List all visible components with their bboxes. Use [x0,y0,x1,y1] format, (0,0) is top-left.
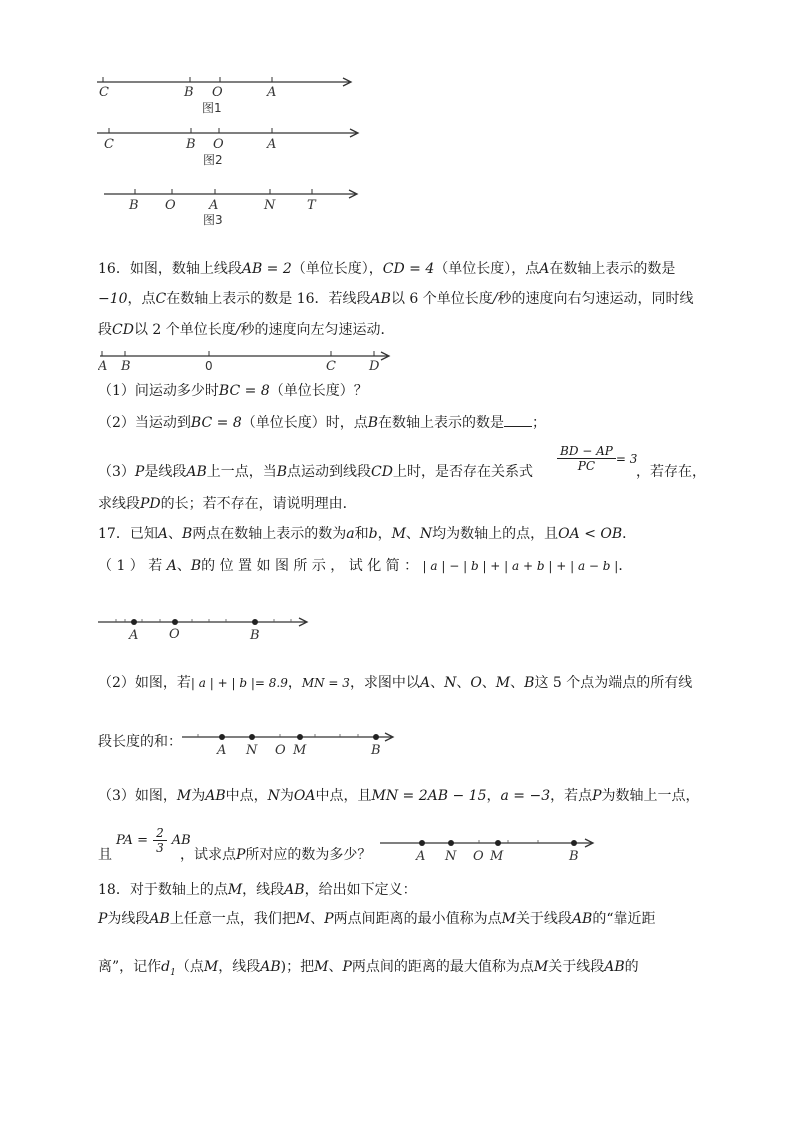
label-A: A [129,628,139,642]
text: 中点， [225,788,268,804]
text: 在数轴上表示的数是 [378,415,505,431]
label-B: B [184,85,194,100]
text: ，试求点 [180,847,236,863]
math: AB [370,291,391,307]
q16-part-1 [98,381,720,401]
math: A [166,558,177,574]
text: 以 6 个单位长度 [390,291,493,307]
text: ， [377,526,392,542]
q18-line-3 [98,957,720,983]
text: 所对应的数为多少？ [245,847,372,863]
text: 上时，是否存在关系式 [392,464,533,480]
q18-line-2 [98,909,720,929]
math: C [155,291,167,307]
math: M [227,882,243,898]
text: 是线段 [144,464,187,480]
label-A: A [217,743,227,758]
math: P [592,788,602,804]
text: 两点在数轴上表示的数为 [192,526,347,542]
math: / [235,322,241,338]
q17-part-2 [98,673,720,693]
math: a = −3 [500,788,551,804]
q16-number-line [98,348,398,374]
text: 上任意一点，我们把 [169,911,296,927]
text: 中点，且 [315,788,372,804]
q17-line-1 [98,524,720,544]
q16-part-3-line-2 [98,494,720,514]
text: （ 1 ） 若 [98,558,163,574]
text: ，给出如下定义： [304,882,417,898]
text: 秒的速度向右匀速运动，同时线 [497,291,694,307]
math: AB [260,959,281,975]
label-D: D [369,359,380,374]
label-O: O [212,85,223,100]
text: 的 位 置 如 图 所 示 ， 试 化 简 ： [201,558,419,574]
q16-part-3-cont [636,462,706,482]
label-B: B [250,628,260,642]
math: a [346,526,355,542]
label-A: A [98,359,108,374]
text: 、 [430,675,445,691]
math: M [295,911,311,927]
text: 17．已知 [98,526,158,542]
label-C: C [326,359,336,374]
label-T: T [307,198,316,213]
q17-figure-3 [378,833,602,865]
math: N [419,526,433,542]
fraction [557,444,616,473]
label-O: O [213,137,224,152]
q16-line-1 [98,259,720,279]
math: CD [112,322,134,338]
text: 两点间的距离的最大值称为点 [351,959,534,975]
label-B: B [186,137,196,152]
label-B: B [569,849,579,864]
math: B [190,558,202,574]
text: ，点 [127,291,156,307]
text: ，求图中以 [349,675,420,691]
math: PA = [116,833,148,848]
label-N: N [264,198,276,213]
math: P [134,464,145,480]
q17-part-1 [98,556,720,576]
math: B [524,675,535,691]
math: BC = 8 [190,415,242,431]
text: （2）如图，若 [98,675,191,691]
text: )；把 [280,959,315,975]
q17-part-3 [98,786,720,806]
text: 关于线段 [548,959,605,975]
text: 点运动到线段 [287,464,372,480]
text: ，线段 [242,882,285,898]
text: 为 [279,788,294,804]
text: ，线段 [218,959,261,975]
math: d [161,959,171,975]
text: 这 5 个点为端点的所有线 [534,675,693,691]
math: O [470,675,482,691]
math: M [533,959,549,975]
text: ； [532,415,547,431]
numerator: 2 [153,826,167,841]
math: M [203,959,219,975]
math: CD [371,464,393,480]
text: 、 [510,675,525,691]
text: （单位长度）， [291,261,383,277]
math: −10 [98,291,128,307]
math: MN = 3 [301,676,350,690]
text: ，若存在， [636,464,706,480]
math: b [368,526,378,542]
q16-line-2 [98,289,720,309]
math: B [181,526,193,542]
label-O: O [165,198,176,213]
math: | a | − | b | + | a + b | + | a − b | [422,559,619,573]
math: MN = 2AB − 15 [371,788,487,804]
text: 离”，记作 [98,959,162,975]
text: 关于线段 [515,911,572,927]
text: 、 [310,911,325,927]
label-A: A [267,137,277,152]
math: P [98,911,108,927]
label-B: B [129,198,139,213]
math: AB [149,911,170,927]
figure-caption: 图1 [202,101,222,115]
label-O: O [275,743,286,758]
text: 均为数轴上的点，且 [432,526,559,542]
figure-caption: 图3 [203,213,223,227]
q16-part-2 [98,413,720,433]
math: BC = 8 [218,383,270,399]
text: 在数轴上表示的数是 16．若线段 [166,291,371,307]
text: 、 [405,526,420,542]
text: 秒的速度向左匀速运动． [240,322,395,338]
math: AB [284,882,305,898]
math: B [367,415,379,431]
text: 为数轴上一点， [601,788,700,804]
text: ，若点 [550,788,593,804]
label-C: C [99,85,109,100]
text: 和 [354,526,369,542]
text: 的长；若不存在，请说明理由． [160,496,357,512]
text: 、 [456,675,471,691]
text: 的“靠近距 [592,911,656,927]
math: AB [205,788,226,804]
q17-part-3-line-2b [180,845,371,865]
text: 段 [98,322,112,338]
subscript: 1 [170,967,176,978]
math: M [176,788,192,804]
math: AB = 2 [241,261,292,277]
text: ， [486,788,501,804]
text: （单位长度）时，点 [241,415,368,431]
text: （单位长度），点 [434,261,540,277]
q17-figure-1 [96,612,316,642]
text: （2）当运动到 [98,415,191,431]
math: M [314,959,329,975]
figure-3-number-line [102,184,372,230]
text: 、 [176,558,191,574]
text: 、 [167,526,182,542]
math: A [539,261,550,277]
denominator: 3 [156,841,164,855]
text: 、 [328,959,343,975]
math: CD = 4 [382,261,435,277]
label-O: O [473,849,484,864]
math: P [342,959,352,975]
label-B: B [121,359,131,374]
text: （单位长度）？ [269,383,368,399]
label-N: N [246,743,258,758]
text: 为线段 [107,911,150,927]
text: （点 [175,959,204,975]
text: （3） [98,464,135,480]
text: 、 [481,675,496,691]
label-C: C [104,137,114,152]
q16-line-3 [98,320,720,340]
label-A: A [416,849,426,864]
text: 上一点，当 [206,464,277,480]
text: 18．对于数轴上的点 [98,882,228,898]
math: AB [186,464,207,480]
math: A [157,526,168,542]
q18-line-1 [98,880,720,900]
q16-fraction [557,444,637,473]
math: AB [171,833,191,848]
numerator: BD − AP [557,444,616,459]
text: 为 [191,788,206,804]
label-A: A [209,198,219,213]
figure-2-number-line [95,124,365,170]
denominator: PC [577,459,596,473]
math: OA [293,788,316,804]
text: 求线段 [98,496,140,512]
answer-blank[interactable] [504,414,532,427]
label-M: M [490,849,504,864]
math: M [495,675,511,691]
label-M: M [293,743,307,758]
figure-caption: 图2 [203,153,223,167]
math: AB [571,911,593,927]
label-N: N [445,849,457,864]
text: 段长度的和： [98,734,182,750]
q17-figure-2 [180,727,400,759]
math: AB [604,959,625,975]
text: ． [622,526,637,542]
math: A [419,675,431,691]
label-B: B [371,743,381,758]
math: OA < OB [558,526,623,542]
math: | a | + | b |= 8.9 [190,676,288,690]
math: PD [140,496,161,512]
label-zero: 0 [205,359,213,373]
text: （3）如图， [98,788,177,804]
label-O: O [169,627,180,642]
text: 16．如图，数轴上线段 [98,261,242,277]
math: P [324,911,334,927]
math: = 3 [615,452,638,466]
math: M [501,911,516,927]
text: 且 [98,847,112,863]
text: 在数轴上表示的数是 [549,261,676,277]
text: 两点间距离的最小值称为点 [333,911,502,927]
text: （1）问运动多少时 [98,383,219,399]
math: N [444,675,457,691]
fraction [153,826,167,855]
text: ． [618,558,633,574]
math: N [267,788,280,804]
label-A: A [267,85,277,100]
math: / [492,291,498,307]
text: 以 2 个单位长度 [133,322,236,338]
figure-1-number-line [95,72,365,118]
text: ， [287,675,302,691]
math: M [391,526,406,542]
math: P [236,847,246,863]
text: 的 [624,959,639,975]
math: B [276,464,288,480]
